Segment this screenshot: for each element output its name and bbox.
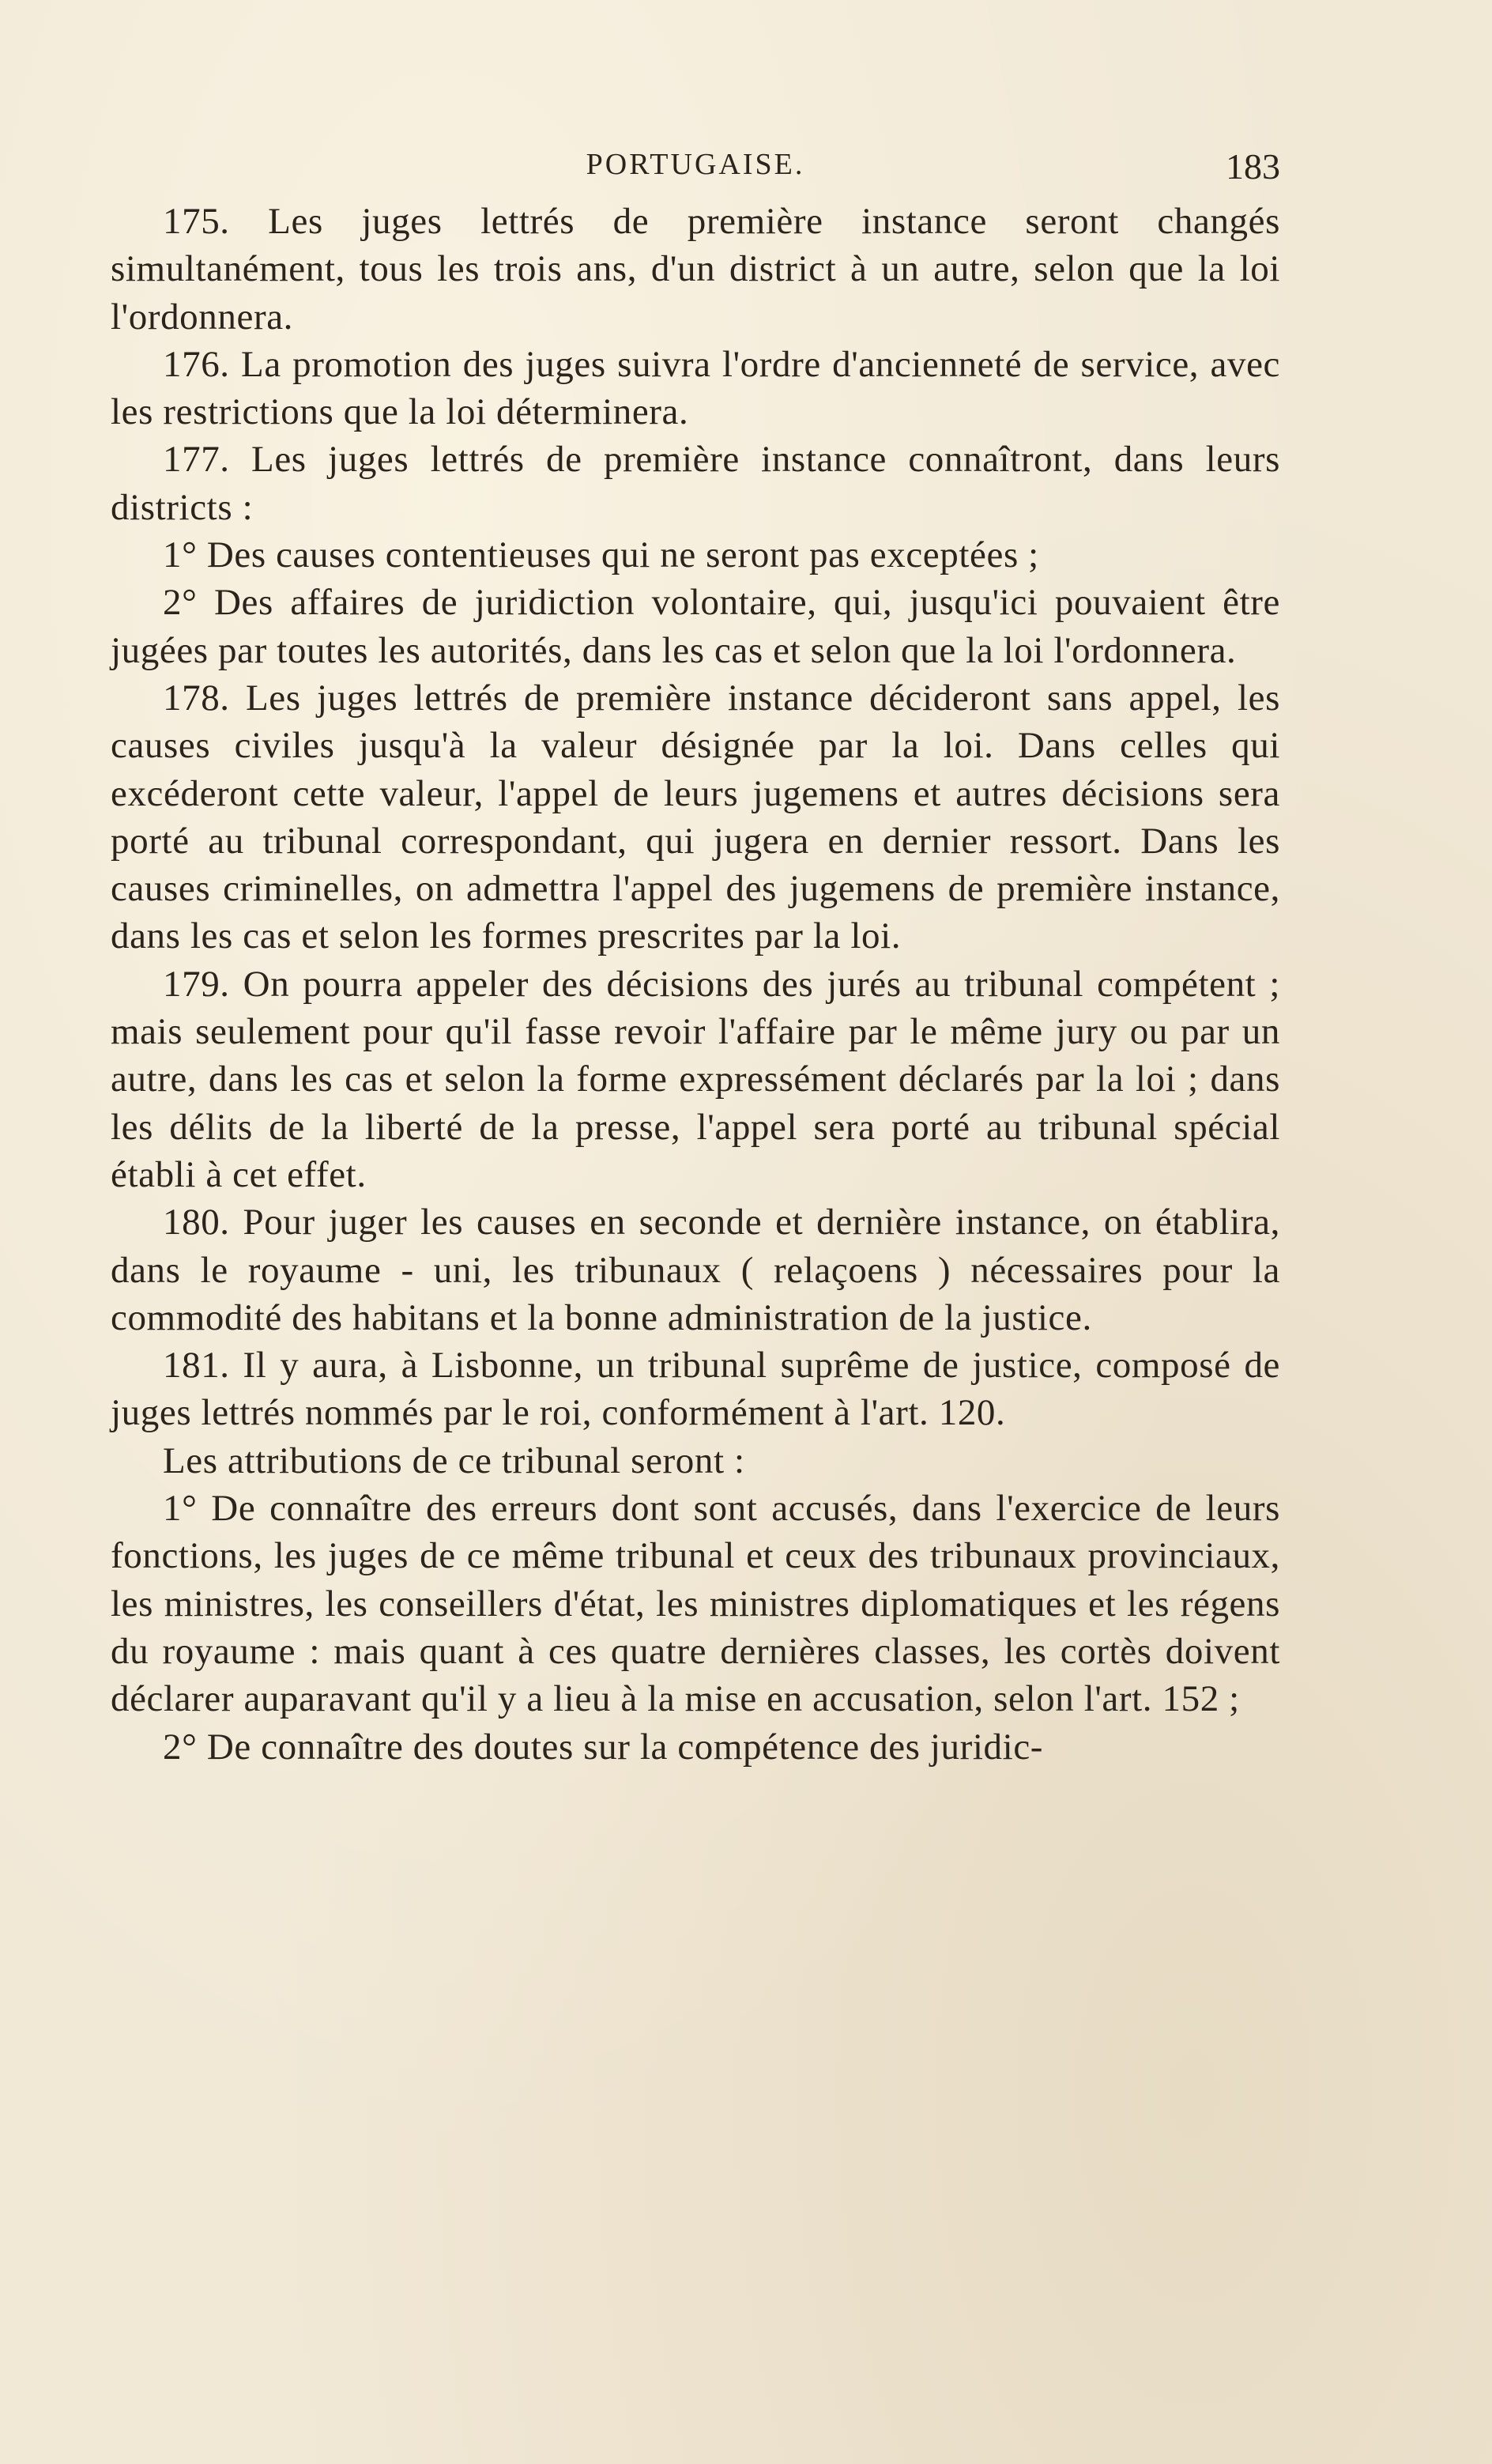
page-number: 183 — [1226, 146, 1280, 187]
paragraph-article-179: 179. On pourra appeler des décisions des jurés au tribunal compétent ; mais seulement pour qu'il fasse revoir l'affaire par le même jury ou par un autre, dans les cas et selon la forme expressément déclarés par la loi ; dans les délits de la liberté de la presse, l'appel sera porté au tribunal spécial établi à cet effet. — [111, 963, 1280, 1195]
running-head — [111, 147, 1280, 191]
paragraph-article-178: 178. Les juges lettrés de première instance décideront sans appel, les causes civiles jusqu'à la valeur désignée par la loi. Dans celles qui excéderont cette valeur, l'appel de leurs jugemens et autres décisions sera porté au tribunal correspondant, qui jugera en dernier ressort. Dans les causes criminelles, on admettra l'appel des jugemens de première instance, dans les cas et selon les formes prescrites par la loi. — [111, 677, 1280, 957]
paragraph-article-181: 181. Il y aura, à Lisbonne, un tribunal suprême de justice, composé de juges lettrés nommés par le roi, conformément à l'art. 120. — [111, 1345, 1280, 1434]
paragraph-article-177-item-1: 1° Des causes contentieuses qui ne seront pas exceptées ; — [163, 534, 1039, 576]
paragraph-article-180: 180. Pour juger les causes en seconde et dernière instance, on établira, dans le royaume - uni, les tribunaux ( relaçoens ) nécessaires pour la commodité des habitans et la bonne administration de la justice. — [111, 1202, 1280, 1338]
paragraph-tribunal-attributions: Les attributions de ce tribunal seront : — [163, 1440, 745, 1481]
blank-page-margin — [0, 2132, 1492, 2464]
paragraph-attribution-1: 1° De connaître des erreurs dont sont accusés, dans l'exercice de leurs fonctions, les juges de ce même tribunal et ceux des tribunaux provinciaux, les ministres, les conseillers d'état, les ministres diplomatiques et les régens du royaume : mais quant à ces quatre dernières classes, les cortès doivent déclarer auparavant qu'il y a lieu à la mise en accusation, selon l'art. 152 ; — [111, 1488, 1280, 1720]
paragraph-article-176: 176. La promotion des juges suivra l'ordre d'ancienneté de service, avec les restrictions que la loi déterminera. — [111, 343, 1280, 433]
paragraph-article-175: 175. Les juges lettrés de première instance seront changés simultanément, tous les trois ans, d'un district à un autre, selon que la loi l'ordonnera. — [111, 201, 1280, 338]
paragraph-article-177-item-2: 2° Des affaires de juridiction volontaire, qui, jusqu'ici pouvaient être jugées par toutes les autorités, dans les cas et selon que la loi l'ordonnera. — [111, 582, 1280, 671]
running-title: PORTUGAISE. — [586, 148, 805, 181]
paragraph-attribution-2: 2° De connaître des doutes sur la compétence des juridic- — [163, 1726, 1044, 1768]
body-text — [111, 198, 1280, 1771]
paragraph-article-177: 177. Les juges lettrés de première instance connaîtront, dans leurs districts : — [111, 439, 1280, 528]
